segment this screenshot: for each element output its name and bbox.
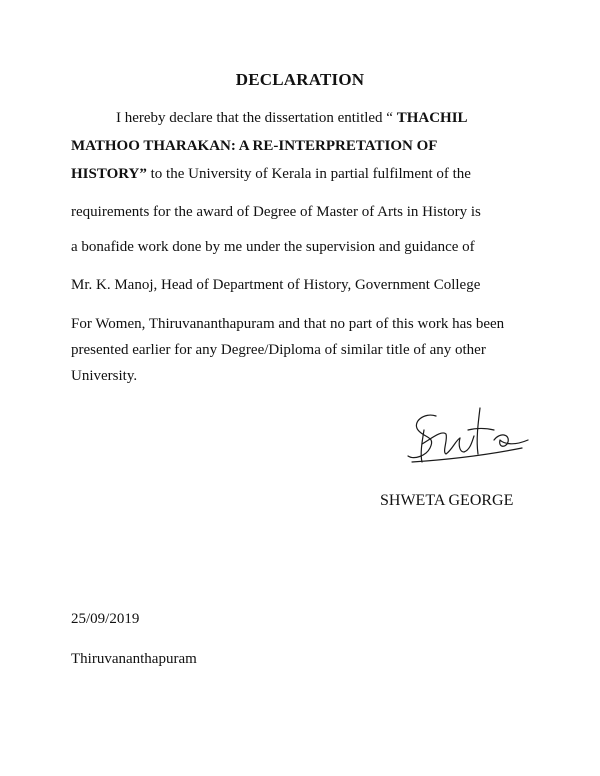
body-line-7: For Women, Thiruvananthapuram and that no part of this work has been bbox=[71, 316, 505, 332]
page-title: DECLARATION bbox=[235, 70, 365, 89]
body-line-4: requirements for the award of Degree of Master of Arts in History is bbox=[71, 204, 481, 220]
dissertation-title-part-3: HISTORY” bbox=[71, 166, 147, 182]
dissertation-title-part-1: THACHIL bbox=[396, 110, 468, 126]
declaration-date: 25/09/2019 bbox=[71, 611, 140, 627]
dissertation-title-part-2: MATHOO THARAKAN: A RE-INTERPRETATION OF bbox=[71, 138, 438, 154]
intro-text: I hereby declare that the dissertation entitled “ bbox=[116, 110, 397, 126]
body-line-1 bbox=[116, 110, 468, 127]
declaration-place: Thiruvananthapuram bbox=[71, 651, 197, 667]
body-line-6: Mr. K. Manoj, Head of Department of History, Government College bbox=[71, 277, 481, 293]
body-line-8: presented earlier for any Degree/Diploma of similar title of any other bbox=[71, 342, 486, 358]
handwritten-signature bbox=[402, 400, 534, 472]
signer-name: SHWETA GEORGE bbox=[380, 492, 514, 509]
body-line-3-text: to the University of Kerala in partial fulfilment of the bbox=[146, 166, 471, 182]
body-line-3 bbox=[71, 166, 471, 183]
body-line-9: University. bbox=[71, 368, 138, 384]
body-line-5: a bonafide work done by me under the supervision and guidance of bbox=[71, 239, 475, 255]
